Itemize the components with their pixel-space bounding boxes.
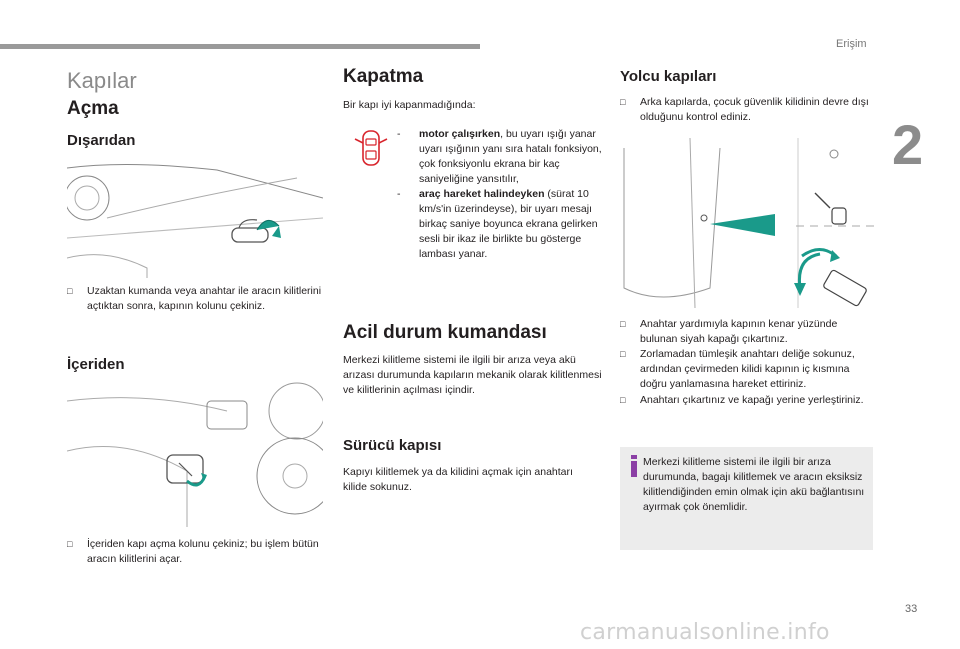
yolcu-text: Arka kapılarda, çocuk güvenlik kilidinin devre dışı olduğunu kontrol ediniz. (640, 96, 869, 123)
kapatma-intro: Bir kapı iyi kapanmadığında: (343, 99, 476, 111)
bullet-icon: □ (620, 97, 626, 107)
step-text: Zorlamadan tümleşik anahtarı deliğe sokunuz, ardından çevirmeden kilidi kapının iç kısmına doğru yanlamasına hareket ettiriniz. (640, 348, 855, 390)
heading-iceriden: İçeriden (67, 356, 125, 373)
acil-text: Merkezi kilitleme sistemi ile ilgili bir arıza veya akü arızası durumunda kapıların mekanik olarak kilitlenmesi ve kilitlerinin açılması içindir. (343, 354, 602, 396)
info-note-box (620, 447, 873, 550)
chapter-number: 2 (892, 113, 924, 176)
step-1 (620, 317, 876, 347)
list-item-bold: motor çalışırken (419, 128, 501, 140)
bullet-icon: □ (620, 319, 626, 329)
list-item-text: , bu uyarı ışığı yanar uyarı ışığının yanı sıra hatalı fonksiyon, çok fonksiyonlu ekrana bir kaç saniyeliğine yansıtılır, (419, 128, 602, 185)
disaridan-text: Uzaktan kumanda veya anahtar ile aracın kilitlerini açtıktan sonra, kapının kolunu çekiniz. (87, 285, 322, 312)
bullet-icon: □ (620, 395, 626, 405)
bullet-icon: □ (67, 539, 73, 549)
heading-disaridan: Dışarıdan (67, 132, 136, 149)
step-2 (620, 347, 876, 392)
yolcu-note (620, 95, 876, 125)
heading-kapatma: Kapatma (343, 66, 424, 87)
bullet-icon: □ (620, 349, 626, 359)
info-text: Merkezi kilitleme sistemi ile ilgili bir arıza durumunda, bagajı kilitlemek ve aracın eksiksiz kilitlendiğinden emin olmak için akü bağlantısını ayırmak çok önemlidir. (643, 456, 865, 513)
disaridan-step (67, 284, 322, 314)
info-icon (629, 455, 639, 477)
page-number: 33 (905, 603, 918, 615)
list-item-bold: araç hareket halindeyken (419, 188, 545, 200)
bullet-icon: □ (67, 286, 73, 296)
kapatma-list (397, 127, 602, 262)
heading-acil: Acil durum kumandası (343, 322, 547, 343)
list-item: - motor çalışırken, bu uyarı ışığı yanar uyarı ışığının yanı sıra hatalı fonksiyon, çok fonksiyonlu ekrana bir kaç saniyeliğine yansıtılır, (397, 128, 602, 185)
watermark: carmanualsonline.info (580, 620, 830, 645)
door-open-warning-icon (350, 127, 392, 173)
header-bar (0, 44, 480, 49)
heading-surucu: Sürücü kapısı (343, 437, 442, 454)
exterior-door-handle-image (67, 158, 323, 278)
list-item: - araç hareket halindeyken (sürat 10 km/s'in üzerindeyse), bir uyarı mesajı birkaç saniye boyunca ekrana gelirken sesli bir ikaz ile birlikte bu gösterge lambası yanar. (397, 188, 598, 260)
iceriden-text: İçeriden kapı açma kolunu çekiniz; bu işlem bütün aracın kilitlerini açar. (87, 538, 319, 565)
surucu-text: Kapıyı kilitlemek ya da kilidini açmak için anahtarı kilide sokunuz. (343, 466, 573, 493)
heading-acma: Açma (67, 98, 119, 119)
passenger-door-lock-image (620, 138, 876, 308)
step-3 (620, 393, 876, 408)
section-label: Erişim (836, 38, 867, 50)
iceriden-step (67, 537, 327, 567)
page-title: Kapılar (67, 68, 137, 93)
list-item-text: (sürat 10 km/s'in üzerindeyse), bir uyarı mesajı birkaç saniye boyunca ekrana gelirken sesli bir ikaz ile birlikte bu gösterge lambası yanar. (419, 188, 598, 260)
step-text: Anahtar yardımıyla kapının kenar yüzünde bulunan siyah kapağı çıkartınız. (640, 318, 838, 345)
heading-yolcu: Yolcu kapıları (620, 68, 717, 85)
interior-door-handle-image (67, 381, 323, 527)
step-text: Anahtarı çıkartınız ve kapağı yerine yerleştiriniz. (640, 394, 864, 406)
